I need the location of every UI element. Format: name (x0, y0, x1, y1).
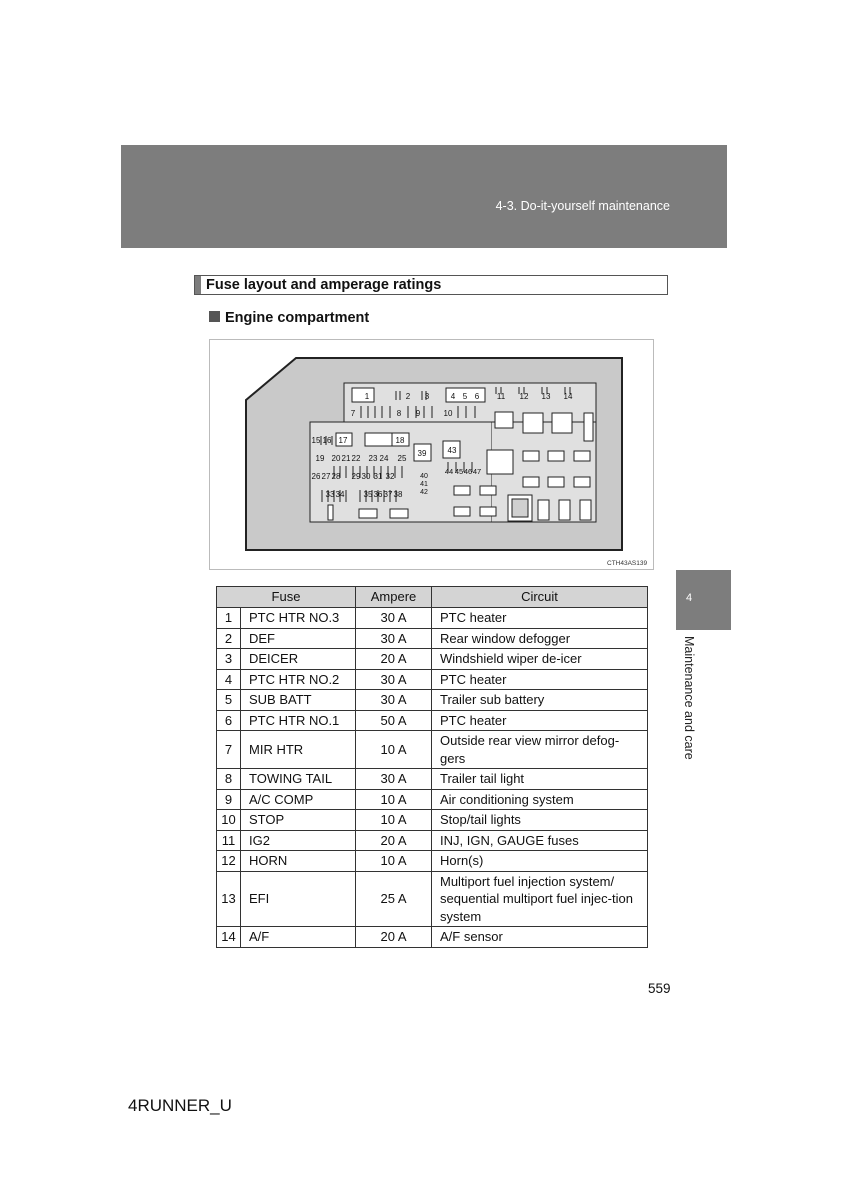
model-code: 4RUNNER_U (128, 1096, 232, 1115)
section-title-text: Fuse layout and amperage ratings (206, 277, 442, 293)
fuse-ampere: 30 A (356, 669, 432, 690)
table-row (217, 710, 648, 731)
fuse-name: MIR HTR (241, 731, 356, 769)
fuse-number: 5 (217, 690, 241, 711)
table-row (217, 649, 648, 670)
fuse-label-30: 30 (361, 472, 371, 481)
subsection-title-text: Engine compartment (225, 310, 370, 326)
header-ampere: Ampere (356, 587, 432, 608)
table-row (217, 731, 648, 769)
fuse-circuit: Outside rear view mirror defog-gers (432, 731, 648, 769)
fuse-number: 3 (217, 649, 241, 670)
fuse-number: 8 (217, 769, 241, 790)
fuse-label-46: 46 (463, 467, 473, 476)
fuse-circuit: Windshield wiper de-icer (432, 649, 648, 670)
fuse-box-diagram (210, 340, 653, 569)
fuse-label-25: 25 (397, 454, 407, 463)
fuse-label-28: 28 (331, 472, 341, 481)
fuse-label-27: 27 (321, 472, 331, 481)
fuse-label-5: 5 (462, 392, 468, 401)
fuse-label-1: 1 (364, 392, 370, 401)
fuse-circuit: INJ, IGN, GAUGE fuses (432, 830, 648, 851)
fuse-label-37: 37 (383, 490, 393, 499)
fuse-label-18: 18 (395, 436, 405, 445)
fuse-ampere: 20 A (356, 830, 432, 851)
fuse-label-10: 10 (443, 409, 453, 418)
table-row (217, 669, 648, 690)
fuse-label-16: 16 (322, 436, 332, 445)
table-row (217, 871, 648, 927)
fuse-number: 11 (217, 830, 241, 851)
fuse-label-11: 11 (496, 392, 506, 401)
fuse-label-14: 14 (563, 392, 573, 401)
fuse-number: 9 (217, 789, 241, 810)
fuse-circuit: Air conditioning system (432, 789, 648, 810)
fuse-ampere: 25 A (356, 871, 432, 927)
chapter-label: Maintenance and care (682, 636, 696, 760)
header-circuit: Circuit (432, 587, 648, 608)
fuse-label-44: 44 (444, 467, 454, 476)
table-row (217, 628, 648, 649)
fuse-circuit: PTC heater (432, 710, 648, 731)
fuse-label-39: 39 (417, 449, 427, 458)
fuse-number: 7 (217, 731, 241, 769)
fuse-number: 10 (217, 810, 241, 831)
fuse-circuit: Trailer sub battery (432, 690, 648, 711)
fuse-label-21: 21 (341, 454, 351, 463)
chapter-number: 4 (686, 592, 693, 604)
fuse-label-31: 31 (373, 472, 383, 481)
fuse-label-20: 20 (331, 454, 341, 463)
fuse-label-8: 8 (396, 409, 402, 418)
fuse-label-33: 33 (325, 490, 335, 499)
table-row (217, 810, 648, 831)
fuse-ampere: 20 A (356, 927, 432, 948)
diagram-code: CTH43AS139 (607, 560, 648, 567)
fuse-diagram-frame (209, 339, 654, 570)
fuse-number: 14 (217, 927, 241, 948)
fuse-name: A/C COMP (241, 789, 356, 810)
table-row (217, 608, 648, 629)
fuse-number: 13 (217, 871, 241, 927)
fuse-label-43: 43 (447, 446, 457, 455)
section-path: 4-3. Do-it-yourself maintenance (495, 199, 670, 213)
fuse-label-38: 38 (393, 490, 403, 499)
fuse-label-17: 17 (338, 436, 348, 445)
section-title (194, 275, 668, 295)
table-row (217, 927, 648, 948)
fuse-label-22: 22 (351, 454, 361, 463)
fuse-circuit: PTC heater (432, 608, 648, 629)
fuse-circuit: A/F sensor (432, 927, 648, 948)
section-title-bar (195, 276, 201, 294)
table-row (217, 851, 648, 872)
fuse-name: PTC HTR NO.3 (241, 608, 356, 629)
fuse-ampere: 30 A (356, 690, 432, 711)
fuse-label-24: 24 (379, 454, 389, 463)
fuse-label-9: 9 (415, 409, 421, 418)
fuse-circuit: Trailer tail light (432, 769, 648, 790)
fuse-ampere: 30 A (356, 608, 432, 629)
fuse-label-42: 42 (420, 489, 428, 496)
fuse-name: A/F (241, 927, 356, 948)
fuse-number: 2 (217, 628, 241, 649)
fuse-label-15: 15 (311, 436, 321, 445)
fuse-name: DEICER (241, 649, 356, 670)
fuse-circuit: Rear window defogger (432, 628, 648, 649)
fuse-label-45: 45 (454, 467, 464, 476)
chapter-tab (676, 570, 731, 630)
fuse-circuit: PTC heater (432, 669, 648, 690)
fuse-ampere: 50 A (356, 710, 432, 731)
fuse-label-4: 4 (450, 392, 456, 401)
fuse-label-36: 36 (373, 490, 383, 499)
fuse-number: 12 (217, 851, 241, 872)
fuse-table (216, 586, 648, 948)
header-band (121, 145, 727, 248)
square-bullet-icon (209, 311, 220, 322)
fuse-label-12: 12 (519, 392, 529, 401)
fuse-name: SUB BATT (241, 690, 356, 711)
fuse-ampere: 30 A (356, 628, 432, 649)
fuse-ampere: 10 A (356, 810, 432, 831)
fuse-name: HORN (241, 851, 356, 872)
fuse-circuit: Horn(s) (432, 851, 648, 872)
header-fuse: Fuse (217, 587, 356, 608)
fuse-label-32: 32 (385, 472, 395, 481)
fuse-name: DEF (241, 628, 356, 649)
fuse-ampere: 20 A (356, 649, 432, 670)
fuse-label-7: 7 (350, 409, 356, 418)
fuse-label-35: 35 (363, 490, 373, 499)
fuse-number: 6 (217, 710, 241, 731)
fuse-label-6: 6 (474, 392, 480, 401)
fuse-name: PTC HTR NO.2 (241, 669, 356, 690)
fuse-name: TOWING TAIL (241, 769, 356, 790)
fuse-label-41: 41 (420, 481, 428, 488)
fuse-name: STOP (241, 810, 356, 831)
fuse-label-29: 29 (351, 472, 361, 481)
fuse-label-19: 19 (315, 454, 325, 463)
fuse-label-23: 23 (368, 454, 378, 463)
page-number: 559 (648, 981, 671, 996)
table-row (217, 769, 648, 790)
table-row (217, 789, 648, 810)
fuse-number: 4 (217, 669, 241, 690)
fuse-label-2: 2 (405, 392, 411, 401)
fuse-ampere: 30 A (356, 769, 432, 790)
table-row (217, 830, 648, 851)
fuse-ampere: 10 A (356, 851, 432, 872)
fuse-name: IG2 (241, 830, 356, 851)
fuse-label-34: 34 (335, 490, 345, 499)
fuse-ampere: 10 A (356, 731, 432, 769)
chapter-label-wrap (682, 636, 698, 768)
fuse-ampere: 10 A (356, 789, 432, 810)
fuse-label-13: 13 (541, 392, 551, 401)
table-row (217, 690, 648, 711)
fuse-label-26: 26 (311, 472, 321, 481)
fuse-name: PTC HTR NO.1 (241, 710, 356, 731)
fuse-circuit: Stop/tail lights (432, 810, 648, 831)
fuse-label-47: 47 (472, 467, 482, 476)
fuse-number: 1 (217, 608, 241, 629)
fuse-label-3: 3 (424, 392, 430, 401)
table-header-row (217, 587, 648, 608)
fuse-circuit: Multiport fuel injection system/ sequential multiport fuel injec-tion system (432, 871, 648, 927)
fuse-label-40: 40 (420, 473, 428, 480)
fuse-name: EFI (241, 871, 356, 927)
subsection-title (209, 310, 369, 326)
